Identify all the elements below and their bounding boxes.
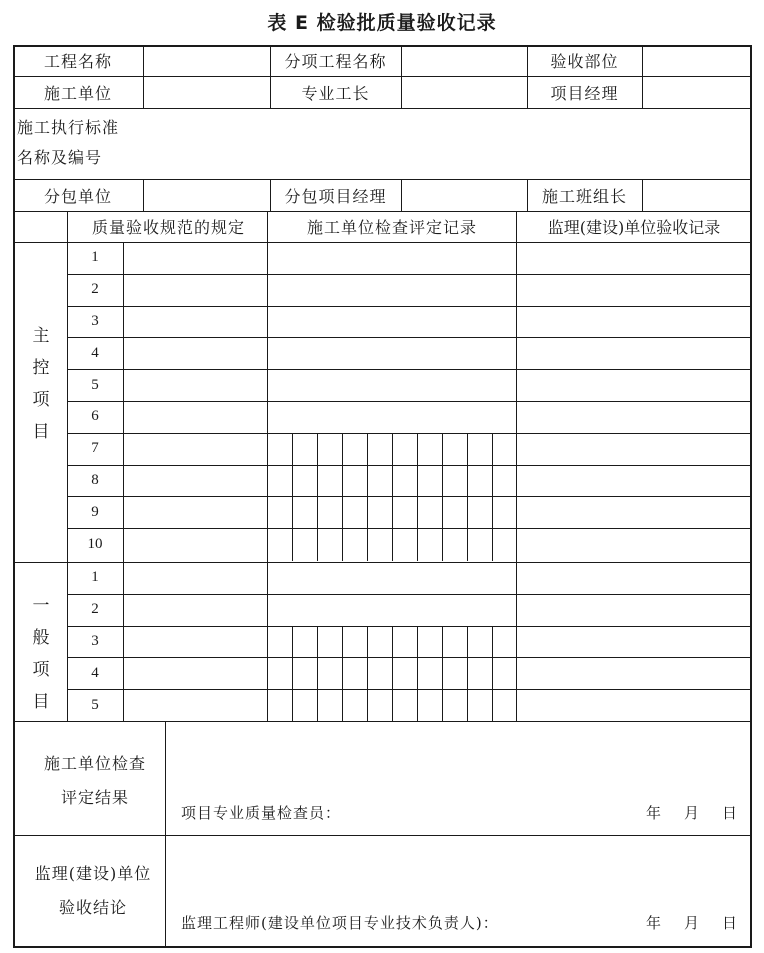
subcontractor-label: 分包单位 xyxy=(43,186,112,206)
supervision-sign-row xyxy=(181,912,738,933)
grid-line xyxy=(13,45,15,948)
main-control-label xyxy=(29,320,53,448)
grid-line xyxy=(367,626,368,722)
row-number: 3 xyxy=(91,632,99,649)
group-label-char: 主 xyxy=(32,326,50,346)
grid-line xyxy=(143,45,144,109)
grid-line xyxy=(67,274,752,275)
inspection-part-label: 验收部位 xyxy=(550,52,619,71)
quality-inspector-label: 项目专业质量检查员： xyxy=(181,804,342,822)
grid-line xyxy=(292,433,293,561)
grid-line xyxy=(417,626,418,722)
team-leader-label: 施工班组长 xyxy=(541,186,627,206)
grid-line xyxy=(342,433,343,561)
supervising-engineer-label: 监理工程师(建设单位项目专业技术负责人)： xyxy=(181,914,499,932)
grid-line xyxy=(401,179,402,212)
subitem-name-label: 分项工程名称 xyxy=(284,52,387,71)
grid-line xyxy=(270,179,271,212)
row-number: 7 xyxy=(91,440,99,457)
grid-line xyxy=(342,626,343,722)
grid-line xyxy=(67,594,752,595)
date-fields: 年 月 日 xyxy=(645,914,738,932)
grid-line xyxy=(13,946,752,948)
inspection-form xyxy=(13,45,752,948)
row-number: 4 xyxy=(91,664,99,681)
grid-line xyxy=(67,369,752,370)
grid-line xyxy=(270,45,271,109)
grid-line xyxy=(67,689,752,690)
project-manager-label: 项目经理 xyxy=(550,83,619,103)
supervision-column-header: 监理(建设)单位验收记录 xyxy=(547,218,721,237)
grid-line xyxy=(527,179,528,212)
grid-line xyxy=(67,211,68,722)
grid-line xyxy=(143,179,144,212)
grid-line xyxy=(67,433,752,434)
standard-label: 施工执行标准 名称及编号 xyxy=(17,118,120,167)
grid-line xyxy=(67,465,752,466)
grid-line xyxy=(516,211,517,722)
grid-line xyxy=(123,242,124,722)
grid-line xyxy=(292,626,293,722)
grid-line xyxy=(13,835,752,836)
row-number: 1 xyxy=(91,249,99,266)
grid-line xyxy=(13,562,752,563)
row-number: 10 xyxy=(87,535,103,552)
grid-line xyxy=(67,657,752,658)
date-fields: 年 月 日 xyxy=(645,804,738,822)
construction-column-header: 施工单位检查评定记录 xyxy=(306,218,477,237)
grid-line xyxy=(392,626,393,722)
row-number: 5 xyxy=(91,376,99,393)
grid-line xyxy=(527,45,528,109)
grid-line xyxy=(13,721,752,722)
grid-line xyxy=(492,626,493,722)
grid-line xyxy=(267,211,268,722)
grid-line xyxy=(392,433,393,561)
row-number: 4 xyxy=(91,344,99,361)
spec-column-header: 质量验收规范的规定 xyxy=(91,218,245,237)
grid-line xyxy=(67,306,752,307)
row-number: 6 xyxy=(91,408,99,425)
general-items-label xyxy=(29,590,53,718)
grid-line xyxy=(467,626,468,722)
grid-line xyxy=(467,433,468,561)
grid-line xyxy=(492,433,493,561)
grid-line xyxy=(442,626,443,722)
group-label-char: 般 xyxy=(32,628,50,648)
grid-line xyxy=(67,401,752,402)
grid-line xyxy=(442,433,443,561)
grid-line xyxy=(317,433,318,561)
grid-line xyxy=(67,337,752,338)
supervision-conclusion-label: 监理(建设)单位 验收结论 xyxy=(34,864,152,917)
grid-line xyxy=(67,496,752,497)
group-label-char: 一 xyxy=(32,596,50,616)
construction-result-label: 施工单位检查 评定结果 xyxy=(43,754,146,807)
project-name-label: 工程名称 xyxy=(43,52,112,71)
foreman-label: 专业工长 xyxy=(301,83,370,103)
grid-line xyxy=(417,433,418,561)
group-label-char: 项 xyxy=(32,390,50,410)
grid-line xyxy=(642,45,643,109)
group-label-char: 项 xyxy=(32,660,50,680)
grid-line xyxy=(317,626,318,722)
group-label-char: 目 xyxy=(32,692,50,712)
construction-unit-label: 施工单位 xyxy=(43,83,112,103)
grid-line xyxy=(67,528,752,529)
row-number: 3 xyxy=(91,312,99,329)
grid-line xyxy=(367,433,368,561)
row-number: 1 xyxy=(91,569,99,586)
row-number: 2 xyxy=(91,281,99,298)
row-number: 9 xyxy=(91,503,99,520)
row-number: 8 xyxy=(91,471,99,488)
grid-line xyxy=(642,179,643,212)
group-label-char: 控 xyxy=(32,358,50,378)
form-title: 表 E 检验批质量验收记录 xyxy=(267,12,497,34)
group-label-char: 目 xyxy=(32,422,50,442)
sub-manager-label: 分包项目经理 xyxy=(284,186,387,206)
row-number: 5 xyxy=(91,696,99,713)
grid-line xyxy=(67,626,752,627)
grid-line xyxy=(401,45,402,109)
construction-result-sign-row xyxy=(181,802,738,823)
row-number: 2 xyxy=(91,601,99,618)
